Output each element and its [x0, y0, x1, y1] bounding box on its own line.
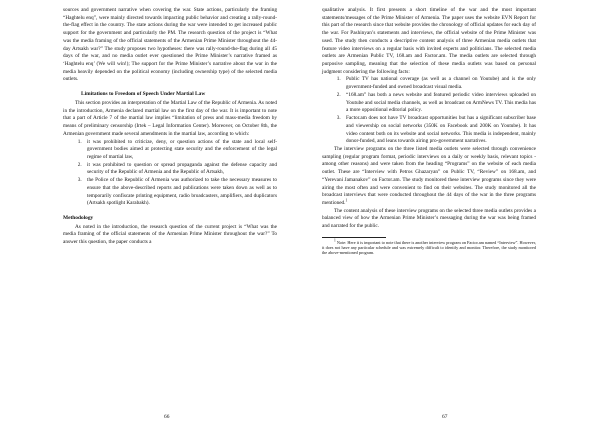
interview-programs-paragraph	[322, 146, 536, 208]
list-item: 1. it was prohibited to criticize, deny, or question actions of the state and local self-government bodies aimed at protecting state security and the enforcement of the legal regime of martial law,	[83, 139, 277, 162]
footnote-divider	[322, 237, 386, 238]
list-item: 1. Public TV has national coverage (as well as a channel on Youtube) and is the only government-funded and owned broadcast visual media.	[342, 76, 536, 91]
footnote-text: Note: Here it is important to note that there is another interview program on Factor.am named “Interview”. However, it does not have any particular schedule and was extremely difficult to identify and monitor. Therefore, the study monitored the above-mentioned program.	[322, 239, 537, 256]
list-item: 2. it was prohibited to question or spread propaganda against the defense capacity and security of the Republic of Armenia and the Republic of Artsakh,	[83, 162, 277, 177]
page-number: 66	[164, 414, 170, 420]
list-item: 3. the Police of the Republic of Armenia was authorized to take the necessary measures to ensure that the above-described reports and publications were taken down as well as to temporarily confiscate printing equipment, radio broadcasters, amplifiers, and duplicators (Artsakh spotlight Karabakh).	[83, 177, 277, 208]
footnote-number: 1	[334, 238, 336, 243]
list-item: 3. Factor.am does not have TV broadcast opportunities but has a significant subscriber base and viewership on social networks (350K on Facebook and 200K on Youtube). It has video content both on its website and social networks. This media is independent, mainly donor-funded, and leans towards airing pro-government narratives.	[342, 115, 536, 146]
martial-law-paragraph: This section provides an interpretation of the Martial Law of the Republic of Armenia. As noted in the introduction, Armenia declared martial law on the first day of the war. It is important to note that a part of Article 7 of the martial law implies “limitation of press and mass-media freedom by means of preliminary censorship (Irtek – Legal Information Center). Moreover, on October 8th, the Armenian government made several amendments in the martial law, according to which:	[63, 99, 277, 137]
footnote-marker: 1	[345, 198, 348, 203]
interview-programs-text: The interview programs on the three listed media outlets were selected through convenience sampling (regular program format, periodic interviews on a daily or weekly basis, relevant topics - among other reasons) and were taken from the heading “Programs” on the website of each media outlet. These are “Interview with Petros Ghazaryan” on Public TV, “Review” on 168.am, and “Yerevani Jamanakov” on Factor.am. The study monitored these interview programs since they were airing the most often and were convenient to find on their websites. The study monitored all the broadcast interviews that were conducted throughout the 44 days of the war in the three programs mentioned.	[322, 145, 536, 206]
list-item: 2. “168.am” has both a news website and featured periodic video interviews uploaded on Youtube and social media channels, as well as broadcast on ArmNews TV. This media has a more oppositional editorial policy.	[342, 92, 536, 115]
left-page-body	[63, 7, 277, 247]
content-analysis-paragraph: The content analysis of these interview programs on the selected three media outlets provides a balanced view of how the Armenian Prime Minister’s messaging during the war was being framed and narrated for the public.	[322, 207, 536, 230]
right-page-body	[322, 7, 536, 255]
analysis-paragraph: qualitative analysis. It first presents a short timeline of the war and the most important statements/messages of the Prime Minister of Armenia. The paper uses the website EVN Report for this part of the research since that website provides the chronology of official updates for each day of the war. For Pashinyan’s statements and interviews, the official website of the Prime Minister was used. The study then conducts a descriptive content analysis of three Armenian media outlets that feature video interviews on a regular basis with invited experts and politicians. The selected media outlets are Armenian Public TV, 168.am and Factor.am. The media outlets are selected through purposive sampling, meaning that the selection of these media outlets was based on personal judgment considering the following facts:	[322, 7, 536, 75]
section-heading-martial-law: Limitations to Freedom of Speech Under Martial Law	[81, 91, 206, 98]
section-heading-methodology: Methodology	[63, 214, 94, 221]
intro-paragraph: sources and government narrative when covering the war. State actions, particularly the framing “Haghtelu enq”, were mainly directed towards impacting public behavior and creating a rally-round-the-flag effect in the country. The state actions during the war were intended to get increased public support for the government and particularly the PM. The research question of the project is “What was the media framing of the official statements of the Armenian Prime Minister throughout the 44-day Artsakh war?” The study proposes two hypotheses: there was rally-round-the-flag during all 45 days of the war, and no media outlet ever questioned the Prime Minister’s narrative framed as ‘Haghtelu enq’ (We will win!); The support for the Prime Minister’s narrative about the war in the media heavily depended on the political economy (including ownership type) of the selected media outlets.	[63, 7, 277, 83]
methodology-paragraph: As noted in the introduction, the research question of the current project is “What was the media framing of the official statements of the Armenian Prime Minister throughout the war?” To answer this question, the paper conducts a	[63, 223, 277, 246]
media-outlet-facts-list	[322, 76, 536, 145]
martial-law-amendments-list	[63, 139, 277, 208]
footnote	[322, 240, 536, 256]
page-number: 67	[442, 414, 448, 420]
